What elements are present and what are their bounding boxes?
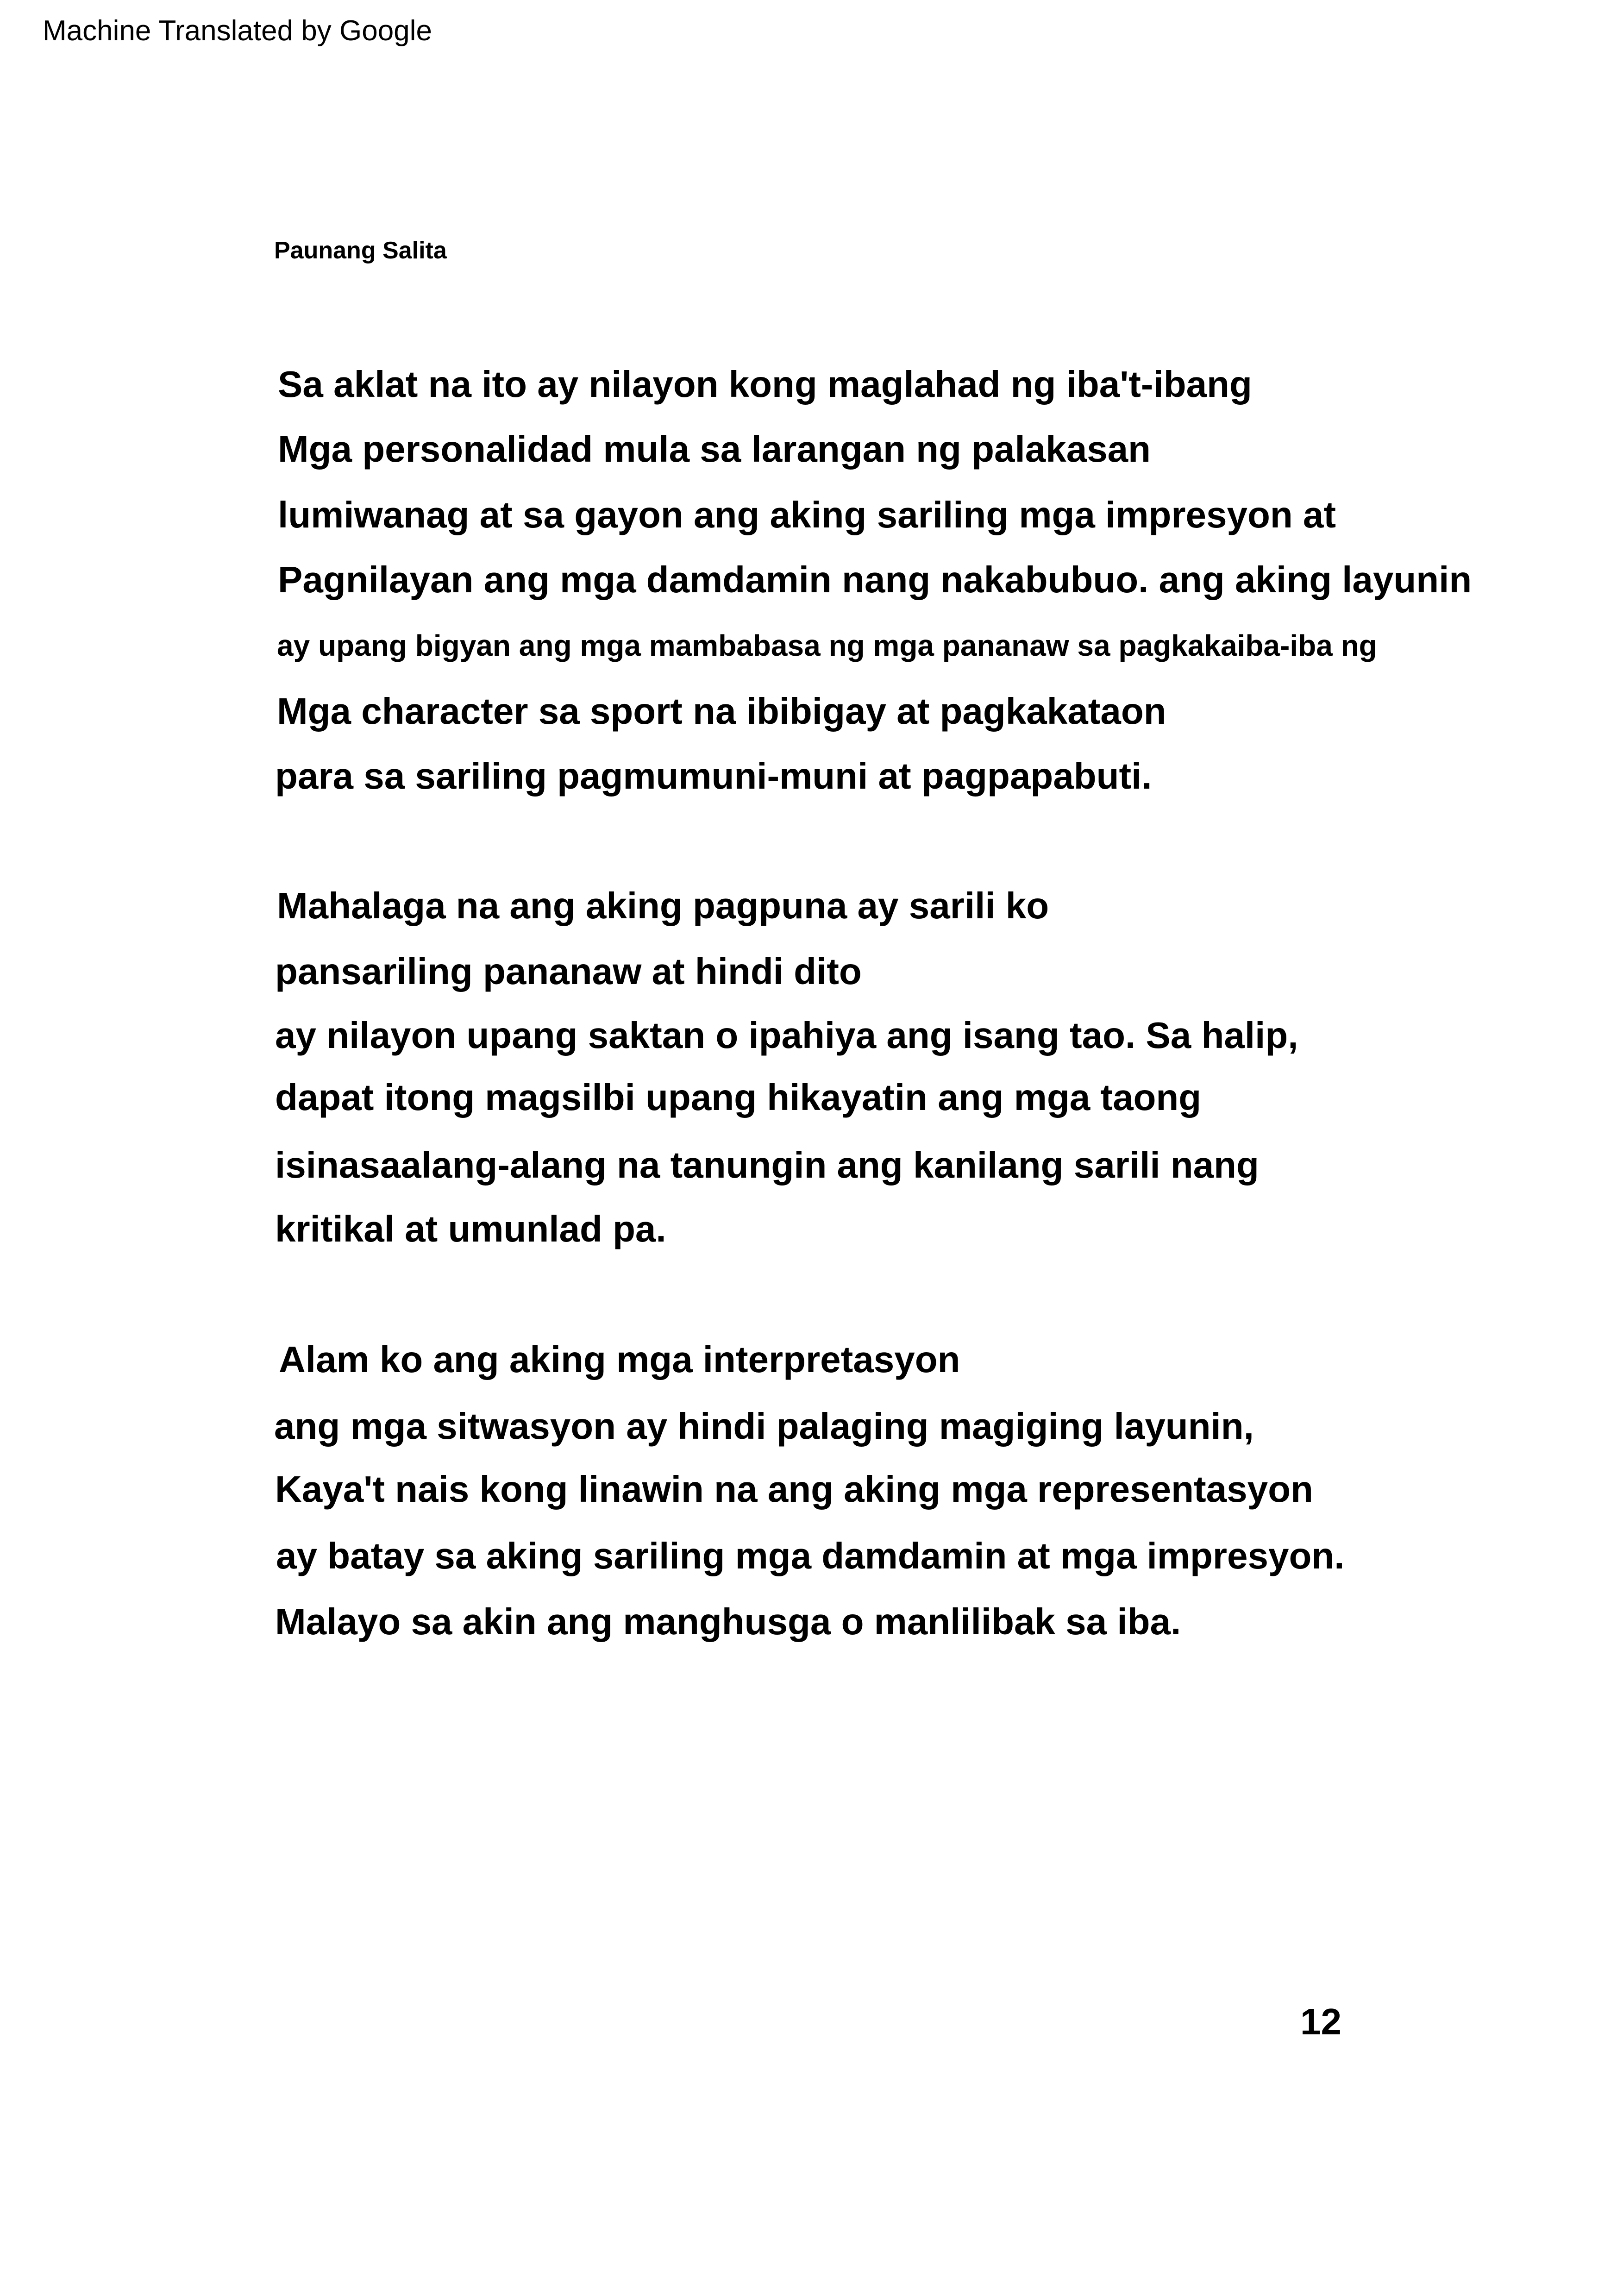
paragraph-1-line-5: ay upang bigyan ang mga mambabasa ng mga pananaw sa pagkakaiba-iba ng — [277, 629, 1377, 662]
paragraph-2-line-1: Mahalaga na ang aking pagpuna ay sarili ko — [277, 885, 1049, 926]
paragraph-3-line-5: Malayo sa akin ang manghusga o manlilibak sa iba. — [275, 1601, 1181, 1642]
paragraph-1-line-3: lumiwanag at sa gayon ang aking sariling mga impresyon at — [278, 494, 1336, 535]
machine-translation-watermark: Machine Translated by Google — [43, 15, 432, 47]
paragraph-1-line-7: para sa sariling pagmumuni-muni at pagpapabuti. — [275, 755, 1152, 797]
paragraph-2-line-4: dapat itong magsilbi upang hikayatin ang mga taong — [275, 1077, 1202, 1118]
paragraph-1-line-4: Pagnilayan ang mga damdamin nang nakabubuo. ang aking layunin — [278, 559, 1472, 600]
paragraph-2-line-2: pansariling pananaw at hindi dito — [275, 951, 862, 992]
paragraph-3-line-4: ay batay sa aking sariling mga damdamin at mga impresyon. — [276, 1535, 1345, 1576]
paragraph-3-line-1: Alam ko ang aking mga interpretasyon — [279, 1339, 960, 1380]
paragraph-1-line-1: Sa aklat na ito ay nilayon kong maglahad ng iba't-ibang — [278, 364, 1252, 405]
section-heading: Paunang Salita — [274, 237, 447, 264]
paragraph-2-line-6: kritikal at umunlad pa. — [275, 1208, 666, 1249]
paragraph-1-line-2: Mga personalidad mula sa larangan ng palakasan — [278, 428, 1151, 470]
page-number: 12 — [1300, 2001, 1341, 2042]
paragraph-1-line-6: Mga character sa sport na ibibigay at pagkakataon — [277, 690, 1166, 732]
paragraph-3-line-2: ang mga sitwasyon ay hindi palaging magiging layunin, — [274, 1405, 1254, 1447]
paragraph-2-line-3: ay nilayon upang saktan o ipahiya ang isang tao. Sa halip, — [275, 1015, 1298, 1056]
paragraph-3-line-3: Kaya't nais kong linawin na ang aking mga representasyon — [275, 1468, 1313, 1510]
paragraph-2-line-5: isinasaalang-alang na tanungin ang kanilang sarili nang — [275, 1144, 1259, 1186]
